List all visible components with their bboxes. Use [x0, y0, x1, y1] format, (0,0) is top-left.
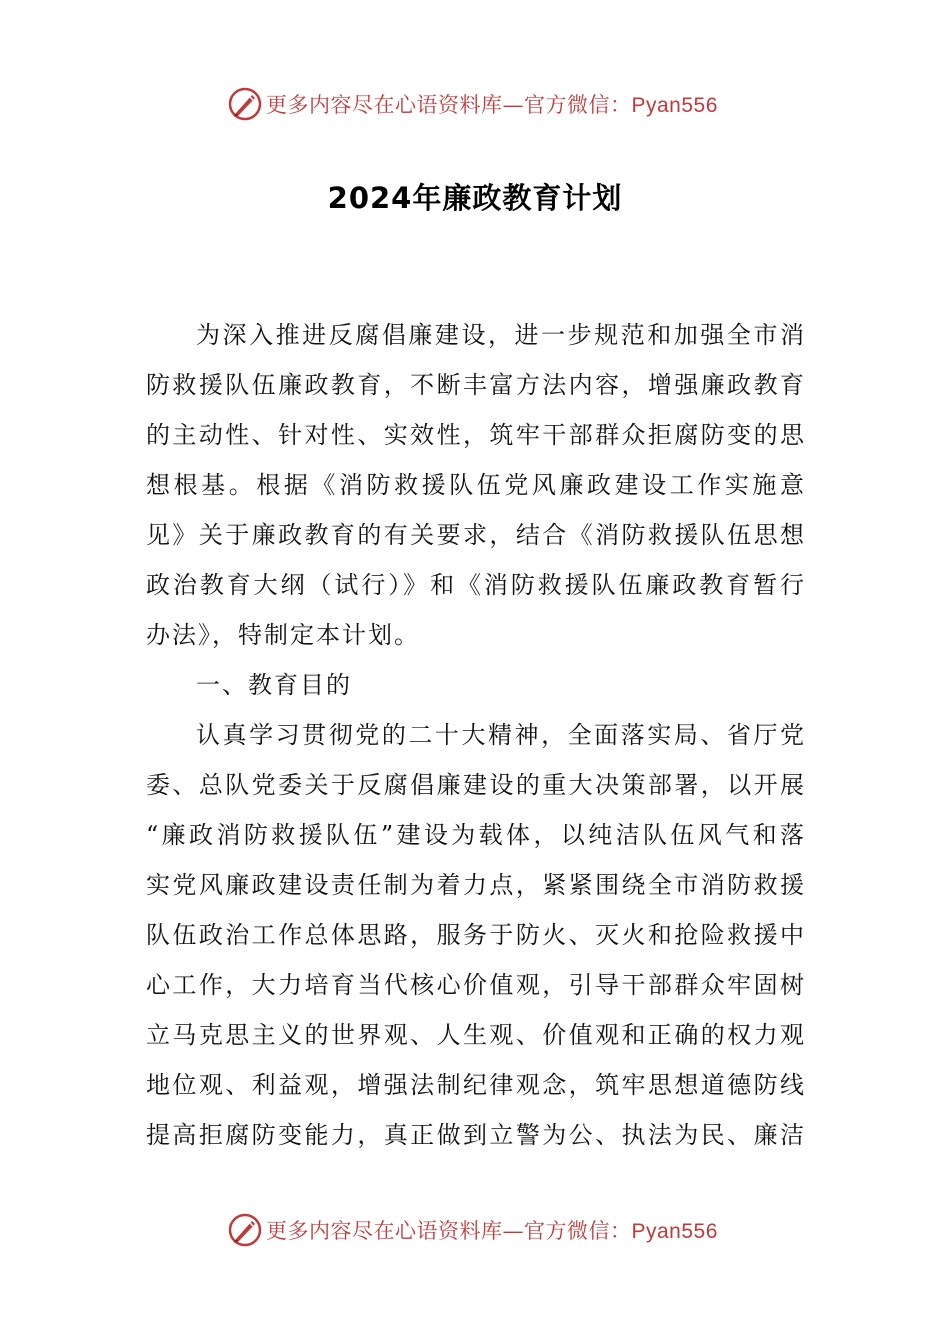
section-line: 实党风廉政建设责任制为着力点，紧紧围绕全市消防救援: [146, 871, 804, 899]
watermark-wechat-id: Pyan556: [631, 1220, 718, 1243]
intro-line: 政治教育大纲（试行）》和《消防救援队伍廉政教育暂行: [146, 571, 804, 599]
section-line: 立马克思主义的世界观、人生观、价值观和正确的权力观: [146, 1021, 804, 1049]
section-line: 地位观、利益观，增强法制纪律观念，筑牢思想道德防线: [146, 1071, 804, 1099]
watermark-text: [266, 89, 718, 119]
section-line: 队伍政治工作总体思路，服务于防火、灭火和抢险救援中: [146, 921, 804, 949]
section-line: 提高拒腐防变能力，真正做到立警为公、执法为民、廉洁: [146, 1121, 804, 1149]
section-line: 心工作，大力培育当代核心价值观，引导干部群众牢固树: [146, 971, 804, 999]
document-title: 2024年廉政教育计划: [327, 181, 623, 215]
section-line: 委、总队党委关于反腐倡廉建设的重大决策部署，以开展: [146, 771, 804, 799]
intro-line: 为深入推进反腐倡廉建设，进一步规范和加强全市消: [196, 321, 804, 349]
watermark-text: [266, 1215, 718, 1245]
intro-line: 想根基。根据《消防救援队伍党风廉政建设工作实施意: [146, 471, 804, 499]
intro-line: 防救援队伍廉政教育，不断丰富方法内容，增强廉政教育: [146, 371, 804, 399]
watermark-slogan: 更多内容尽在心语资料库: [266, 1219, 503, 1243]
section-line: “廉政消防救援队伍”建设为载体，以纯洁队伍风气和落: [146, 821, 804, 849]
watermark-wechat-label: 官方微信：: [524, 93, 632, 117]
watermark-separator: —: [502, 93, 524, 117]
document-body: [146, 310, 804, 1160]
watermark-slogan: 更多内容尽在心语资料库: [266, 93, 503, 117]
watermark-wechat-id: Pyan556: [631, 94, 718, 117]
watermark-separator: —: [502, 1219, 524, 1243]
pen-logo-icon: [228, 1213, 262, 1247]
watermark-banner-bottom: [0, 1210, 950, 1250]
intro-line: 办法》，特制定本计划。: [146, 621, 420, 649]
pen-logo-icon: [228, 87, 262, 121]
intro-line: 见》关于廉政教育的有关要求，结合《消防救援队伍思想: [146, 521, 804, 549]
section-heading: 一、教育目的: [196, 671, 352, 699]
section-line: 认真学习贯彻党的二十大精神，全面落实局、省厅党: [196, 721, 804, 749]
watermark-wechat-label: 官方微信：: [524, 1219, 632, 1243]
watermark-banner-top: [0, 84, 950, 124]
intro-line: 的主动性、针对性、实效性，筑牢干部群众拒腐防变的思: [146, 421, 804, 449]
